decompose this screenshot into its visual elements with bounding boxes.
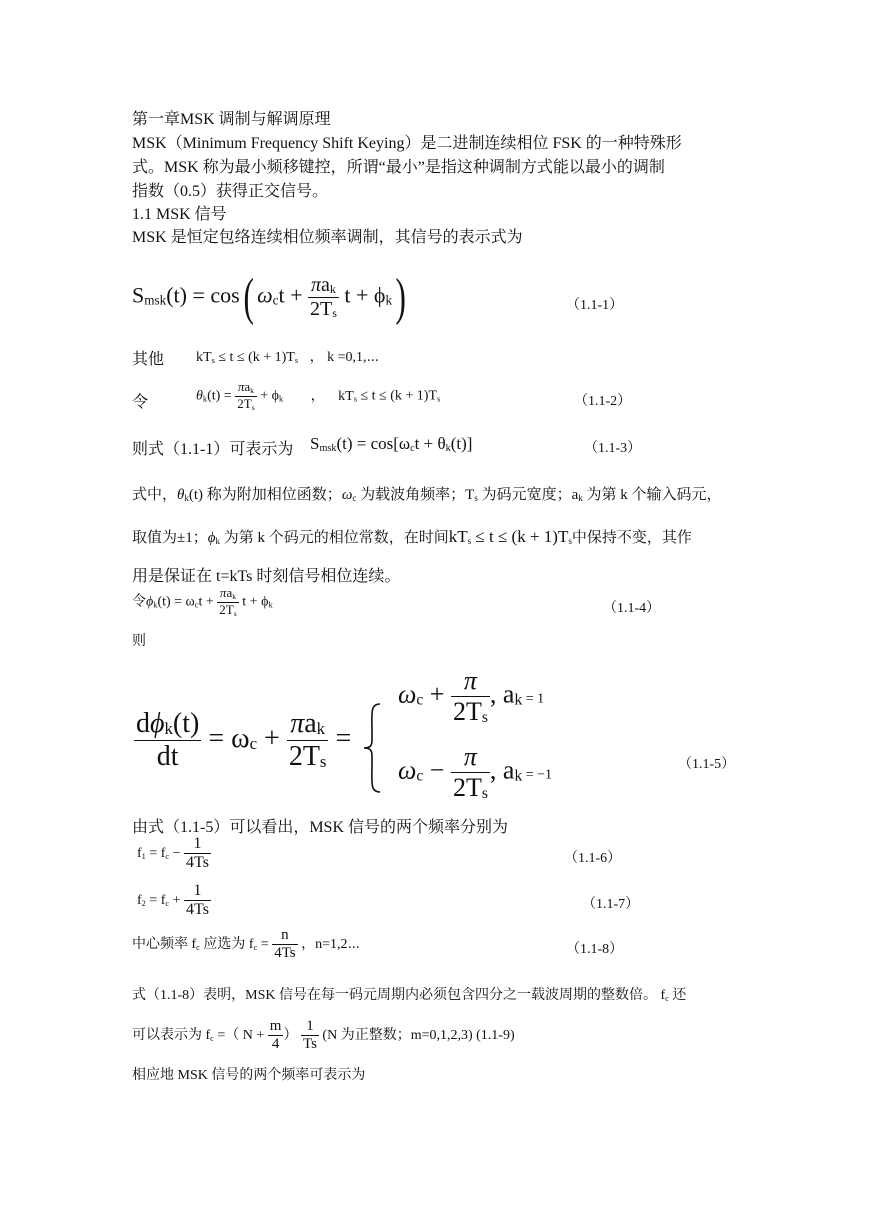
equation-number-1-7: （1.1-7）	[582, 897, 640, 912]
explain-line-3: 用是保证在 t=kTs 时刻信号相位连续。	[132, 568, 401, 585]
equation-number-1-6: （1.1-6）	[564, 851, 622, 866]
equation-number-1-5: （1.1-5）	[678, 757, 736, 772]
explain-line-2: 取值为±1；$\phi_k$ 为第 k 个码元的相位常数，在时间$kT_s \le t \le (k + 1)T_s$中保持不变，其作	[132, 527, 692, 546]
equation-number-1-2: （1.1-2）	[574, 394, 632, 409]
note-line-1: 式（1.1-8）表明，MSK 信号在每一码元周期内必须包含四分之一载波周期的整数倍。 $f_c$ 还	[132, 988, 687, 1003]
intro-line-2: 式。MSK 称为最小频移键控，所谓“最小”是指这种调制方式能以最小的调制	[132, 159, 665, 176]
eq3-text: 则式（1.1-1）可表示为	[132, 441, 294, 458]
equation-1-5-case-1: $\omega_c$ + $\frac{\pi}{2T_s}$ , $a_k = 1$	[398, 666, 545, 726]
intro-line-3: 指数（0.5）获得正交信号。	[132, 183, 329, 200]
equation-1-3: $S_{msk}(t) = \cos[\omega_ct + \theta_k(t)]$	[310, 434, 473, 454]
note-line-2: 可以表示为 $f_c$ =（ N + $\frac{m}{4}$ ） $\frac{1}{Ts}$ (N 为正整数；m=0,1,2,3) (1.1-9)	[132, 1018, 515, 1053]
equation-1-7: $f_2 = f_c$ + $\frac{1}{4Ts}$	[137, 882, 209, 919]
explain-line-1: 式中，$\theta_k(t)$ 称为附加相位函数；$\omega_c$ 为载波角频率；$T_s$ 为码元宽度；$a_k$ 为第 k 个输入码元，	[132, 487, 722, 503]
chapter-heading: 第一章MSK 调制与解调原理	[132, 111, 331, 128]
then-label: 则	[132, 634, 146, 649]
section-title: 1.1 MSK 信号	[132, 206, 227, 223]
intro-line-1: MSK（Minimum Frequency Shift Keying）是二进制连续相位 FSK 的一种特殊形	[132, 135, 682, 152]
closing-line: 相应地 MSK 信号的两个频率可表示为	[132, 1068, 366, 1083]
eq2-label: 令	[132, 394, 149, 411]
condition-expression: $kT_s \le t \le (k + 1)T_s$ ， k =0,1,⋯	[196, 350, 380, 365]
cases-brace	[362, 700, 384, 796]
equation-1-8: 中心频率 $f_c$ 应选为 $f_c$ = $\frac{n}{4Ts}$ ，n=1,2⋯	[132, 927, 361, 962]
equation-1-6: $f_1 = f_c$ − $\frac{1}{4Ts}$	[137, 835, 209, 872]
equation-number-1-1: （1.1-1）	[566, 298, 624, 313]
condition-label: 其他	[132, 351, 165, 368]
equation-number-1-8: （1.1-8）	[566, 942, 624, 957]
equation-1-4: 令$\phi_k(t) = \omega_ct$ + $\frac{\pi a_k}{2T_s}$ $t + \phi_k$	[132, 585, 273, 618]
equation-number-1-4: （1.1-4）	[603, 601, 661, 616]
section-intro: MSK 是恒定包络连续相位频率调制，其信号的表示式为	[132, 229, 523, 246]
equation-number-1-3: （1.1-3）	[584, 441, 642, 456]
freq-intro: 由式（1.1-5）可以看出，MSK 信号的两个频率分别为	[132, 819, 509, 836]
equation-1-1: $S_{msk}(t) = \cos$( $\omega_ct$ + $\frac{\pi a_k}{2T_s}$ $t + \phi_k$)	[132, 269, 406, 326]
equation-1-5-lhs: $\frac{d\phi_k(t)}{dt}$ = $\omega_c$ + $\frac{\pi a_k}{2T_s}$ =	[136, 708, 352, 773]
equation-1-2: $\theta_k(t)$ = $\frac{\pi a_k}{2T_s}$ + $\phi_k$ ， $kT_s \le t \le (k + 1)T_s$	[196, 379, 441, 412]
equation-1-5-case-2: $\omega_c$ − $\frac{\pi}{2T_s}$ , $a_k = -1$	[398, 742, 553, 802]
